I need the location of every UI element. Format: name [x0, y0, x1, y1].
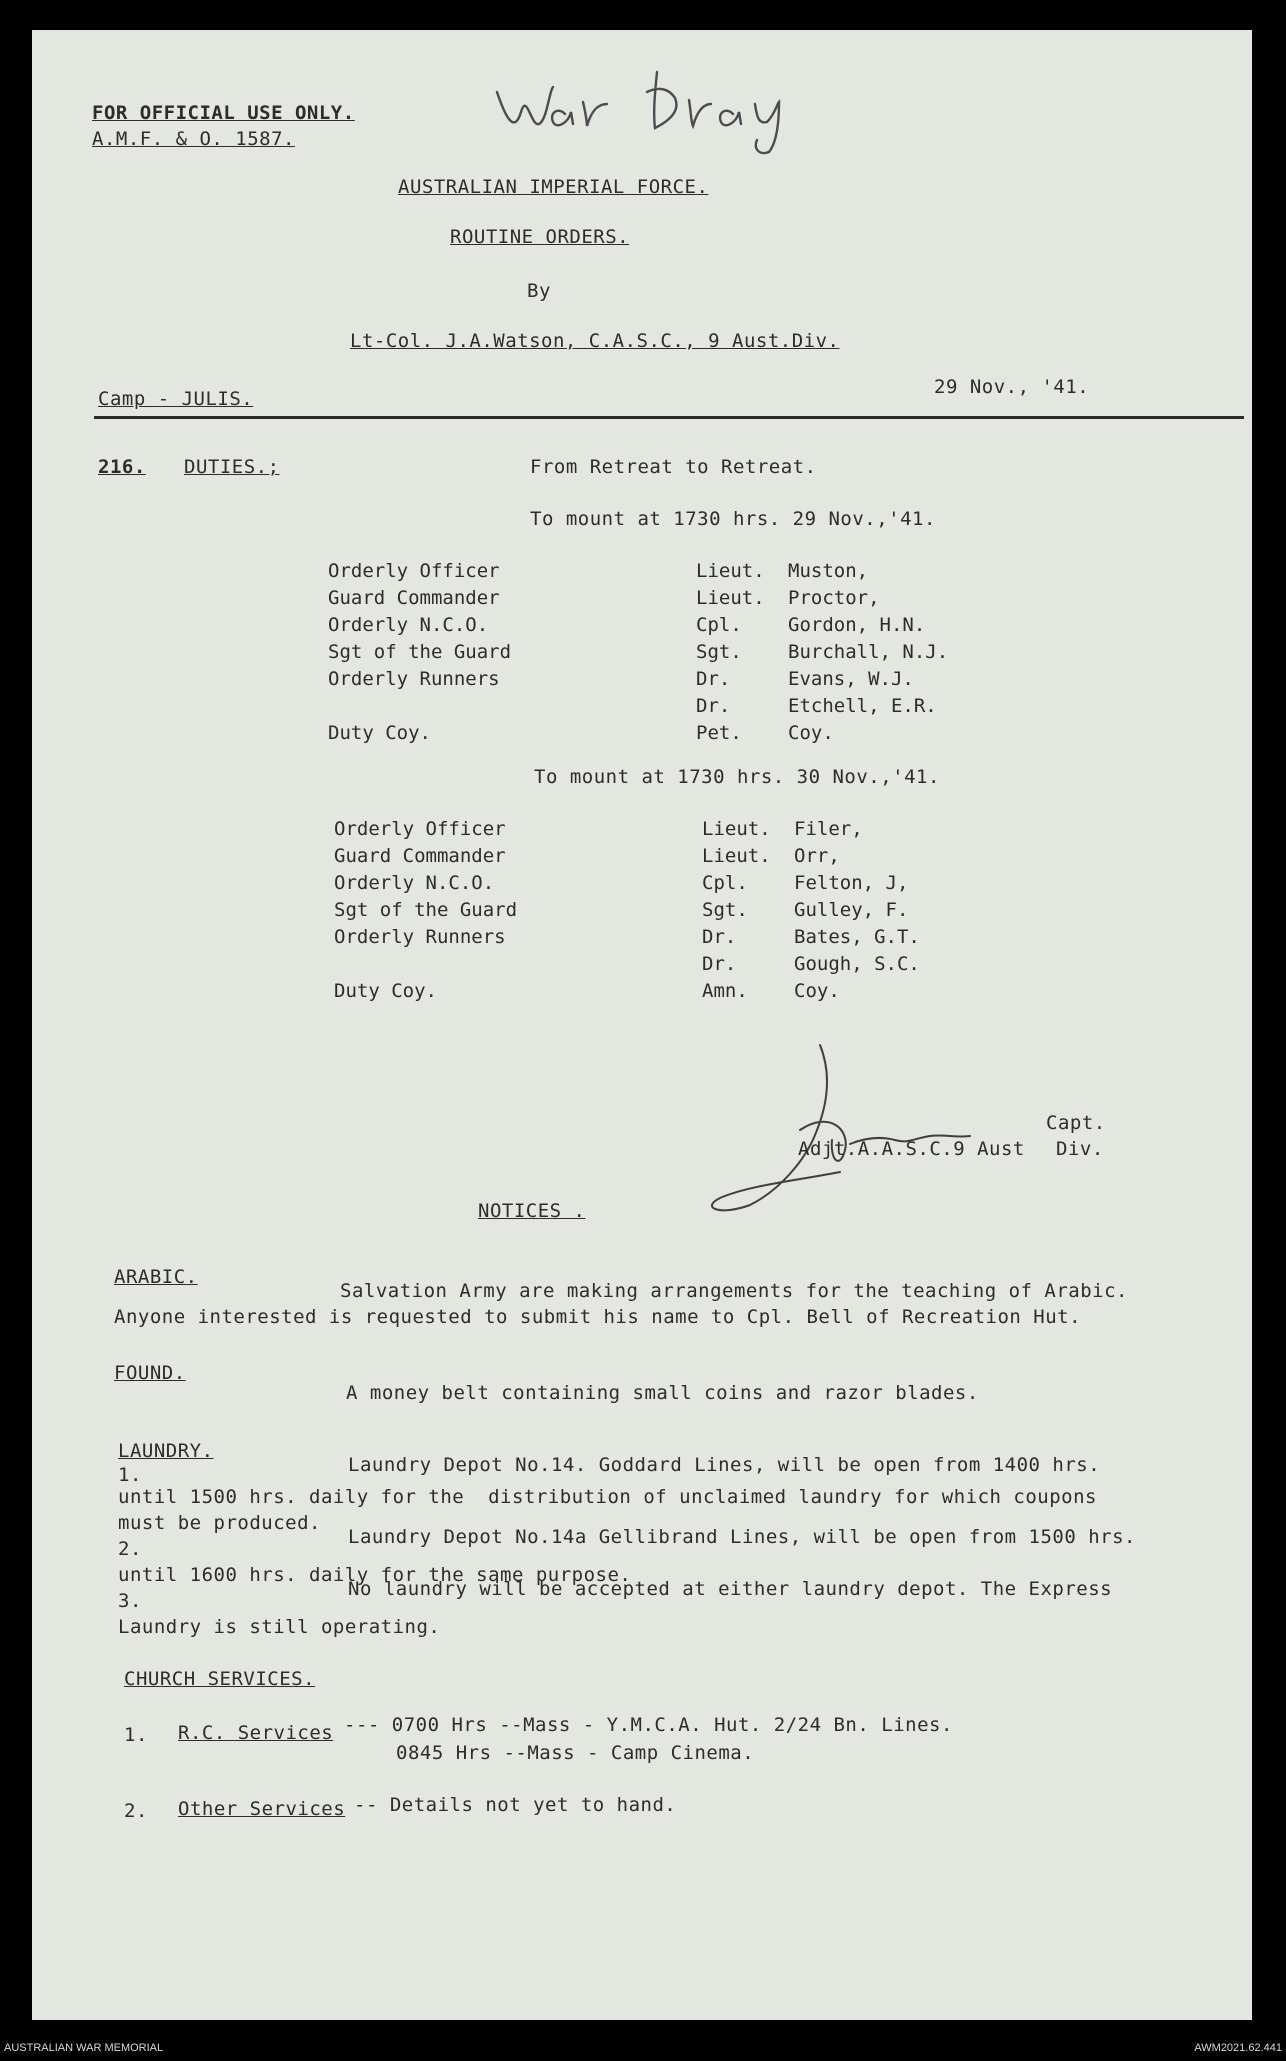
- laundry-item-1-number: 1.: [118, 1464, 142, 1486]
- archive-footer-left: AUSTRALIAN WAR MEMORIAL: [4, 2042, 164, 2054]
- laundry-item-2-number: 2.: [118, 1538, 142, 1560]
- handwritten-war-diary-note: [487, 52, 847, 162]
- force-heading: AUSTRALIAN IMPERIAL FORCE.: [398, 176, 709, 198]
- roster-row: Orderly Officer Lieut. Muston,: [328, 560, 869, 582]
- roster-row: Duty Coy. Pet. Coy.: [328, 722, 834, 744]
- church-item-1-line-1: --- 0700 Hrs --Mass - Y.M.C.A. Hut. 2/24 Bn. Lines.: [344, 1714, 953, 1736]
- arabic-heading: ARABIC.: [114, 1266, 198, 1288]
- signatory-appointment: Adjt.A.A.S.C.9 Aust: [798, 1138, 1025, 1160]
- laundry-item-3-line-2: Laundry is still operating.: [118, 1616, 441, 1638]
- duties-heading: DUTIES.;: [184, 456, 280, 478]
- roster-row: Dr. Gough, S.C.: [702, 953, 920, 975]
- official-use-line: FOR OFFICIAL USE ONLY.: [92, 102, 355, 124]
- signatory-division: Div.: [1056, 1138, 1104, 1160]
- roster-2-mount: To mount at 1730 hrs. 30 Nov.,'41.: [534, 766, 940, 788]
- laundry-item-1-line-2: until 1500 hrs. daily for the distribution of unclaimed laundry for which coupons: [118, 1486, 1097, 1508]
- church-item-1-number: 1.: [124, 1724, 148, 1746]
- adjutant-signature: [680, 1040, 1040, 1220]
- church-services-heading: CHURCH SERVICES.: [124, 1668, 316, 1690]
- laundry-item-3-line-1: No laundry will be accepted at either laundry depot. The Express: [348, 1578, 1113, 1600]
- church-item-1-line-2: 0845 Hrs --Mass - Camp Cinema.: [396, 1742, 755, 1764]
- archive-footer-right: AWM2021.62.441: [1194, 2042, 1282, 2054]
- document-page: [32, 30, 1252, 2020]
- roster-row: Orderly Officer Lieut. Filer,: [334, 818, 863, 840]
- laundry-item-2-line-2: until 1600 hrs. daily for the same purpose.: [118, 1564, 632, 1586]
- laundry-heading: LAUNDRY.: [118, 1440, 214, 1462]
- laundry-item-3-number: 3.: [118, 1590, 142, 1612]
- found-notice: A money belt containing small coins and razor blades.: [346, 1382, 979, 1404]
- roster-1-table: [328, 560, 948, 749]
- roster-row: Dr. Etchell, E.R.: [696, 695, 937, 717]
- signatory-rank: Capt.: [1046, 1112, 1106, 1134]
- roster-row: Sgt of the Guard Sgt. Gulley, F.: [334, 899, 909, 921]
- by-line: By: [527, 280, 551, 302]
- found-heading: FOUND.: [114, 1362, 186, 1384]
- roster-row: Orderly Runners Dr. Evans, W.J.: [328, 668, 914, 690]
- roster-row: Duty Coy. Amn. Coy.: [334, 980, 840, 1002]
- arabic-notice-line-1: Salvation Army are making arrangements for the teaching of Arabic.: [340, 1280, 1128, 1302]
- camp-name: Camp - JULIS.: [98, 388, 254, 410]
- roster-1-mount: To mount at 1730 hrs. 29 Nov.,'41.: [530, 508, 936, 530]
- roster-row: Guard Commander Lieut. Proctor,: [328, 587, 880, 609]
- laundry-item-1-line-1: Laundry Depot No.14. Goddard Lines, will be open from 1400 hrs.: [348, 1454, 1101, 1476]
- arabic-notice-line-2: Anyone interested is requested to submit his name to Cpl. Bell of Recreation Hut.: [114, 1306, 1082, 1328]
- order-date: 29 Nov., '41.: [934, 376, 1090, 398]
- church-item-2-text: -- Details not yet to hand.: [354, 1794, 677, 1816]
- notices-heading: NOTICES .: [478, 1200, 586, 1222]
- church-item-1-label: R.C. Services: [178, 1722, 334, 1744]
- roster-row: Orderly N.C.O. Cpl. Gordon, H.N.: [328, 614, 926, 636]
- church-item-2-number: 2.: [124, 1800, 148, 1822]
- roster-row: Sgt of the Guard Sgt. Burchall, N.J.: [328, 641, 949, 663]
- form-number: A.M.F. & O. 1587.: [92, 128, 295, 150]
- duties-number: 216.: [98, 456, 146, 478]
- orders-title: ROUTINE ORDERS.: [450, 226, 630, 248]
- roster-row: Orderly Runners Dr. Bates, G.T.: [334, 926, 920, 948]
- laundry-item-1-line-3: must be produced.: [118, 1512, 321, 1534]
- laundry-item-2-line-1: Laundry Depot No.14a Gellibrand Lines, will be open from 1500 hrs.: [348, 1526, 1136, 1548]
- church-item-2-label: Other Services: [178, 1798, 346, 1820]
- archive-footer: [0, 2034, 1286, 2061]
- roster-row: Guard Commander Lieut. Orr,: [334, 845, 840, 867]
- header-divider: [94, 416, 1244, 419]
- roster-row: Orderly N.C.O. Cpl. Felton, J,: [334, 872, 909, 894]
- author-line: Lt-Col. J.A.Watson, C.A.S.C., 9 Aust.Div.: [350, 330, 840, 352]
- duties-period: From Retreat to Retreat.: [530, 456, 817, 478]
- roster-2-table: [334, 818, 920, 1007]
